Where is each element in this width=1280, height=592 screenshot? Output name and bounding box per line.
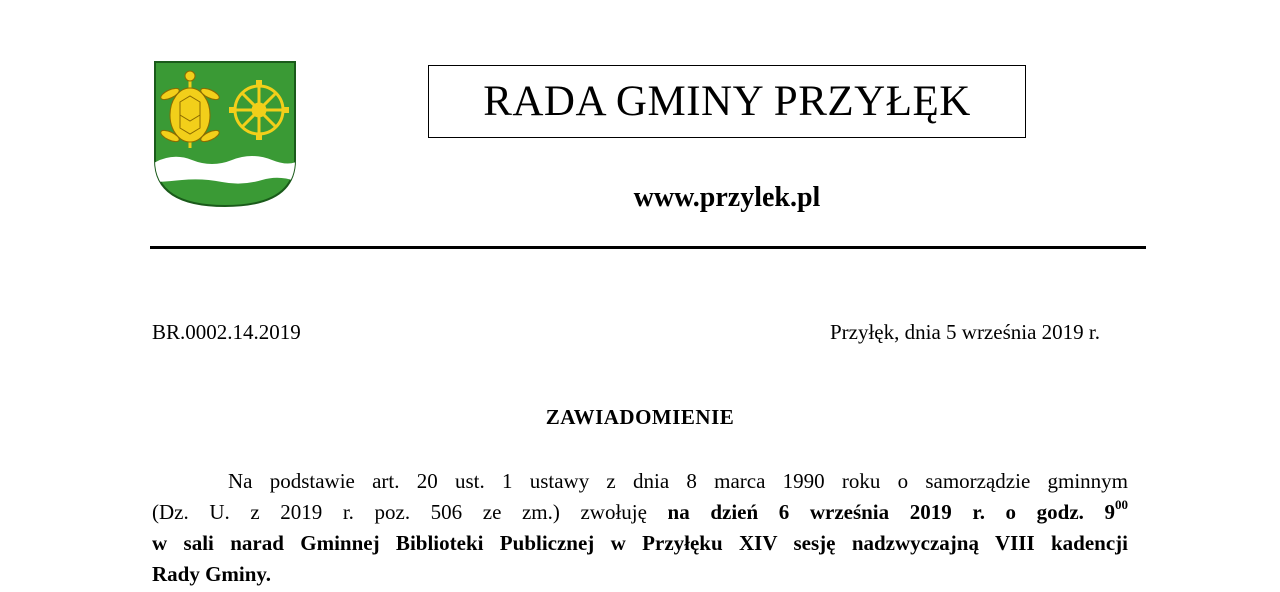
notice-line-2 bbox=[152, 497, 1128, 528]
notice-line-4 bbox=[152, 559, 1128, 590]
session-date-time-text: na dzień 6 września 2019 r. o godz. 9 bbox=[667, 500, 1115, 524]
council-title-text: RADA GMINY PRZYŁĘK bbox=[483, 78, 971, 125]
notice-heading: ZAWIADOMIENIE bbox=[545, 405, 735, 429]
notice-line-1: Na podstawie art. 20 ust. 1 ustawy z dnia 8 marca 1990 roku o samorządzie gminnym bbox=[228, 469, 1128, 493]
notice-body bbox=[152, 466, 1128, 590]
notice-line-3 bbox=[152, 528, 1128, 559]
session-location: w sali narad Gminnej Biblioteki Publicznej w Przyłęku XIV sesję nadzwyczajną VIII kadencji bbox=[152, 531, 1128, 555]
document-reference: BR.0002.14.2019 bbox=[152, 320, 301, 344]
header-divider bbox=[150, 246, 1146, 249]
legal-basis-text: (Dz. U. z 2019 r. poz. 506 ze zm.) zwołuję bbox=[152, 500, 647, 524]
session-minutes: 00 bbox=[1115, 497, 1128, 512]
place-and-date: Przyłęk, dnia 5 września 2019 r. bbox=[829, 320, 1100, 344]
council-title bbox=[428, 65, 1026, 138]
session-date-time bbox=[667, 497, 1128, 524]
website-url: www.przylek.pl bbox=[633, 182, 821, 213]
session-body-name: Rady Gminy. bbox=[152, 562, 272, 586]
coat-of-arms-icon bbox=[152, 60, 298, 208]
